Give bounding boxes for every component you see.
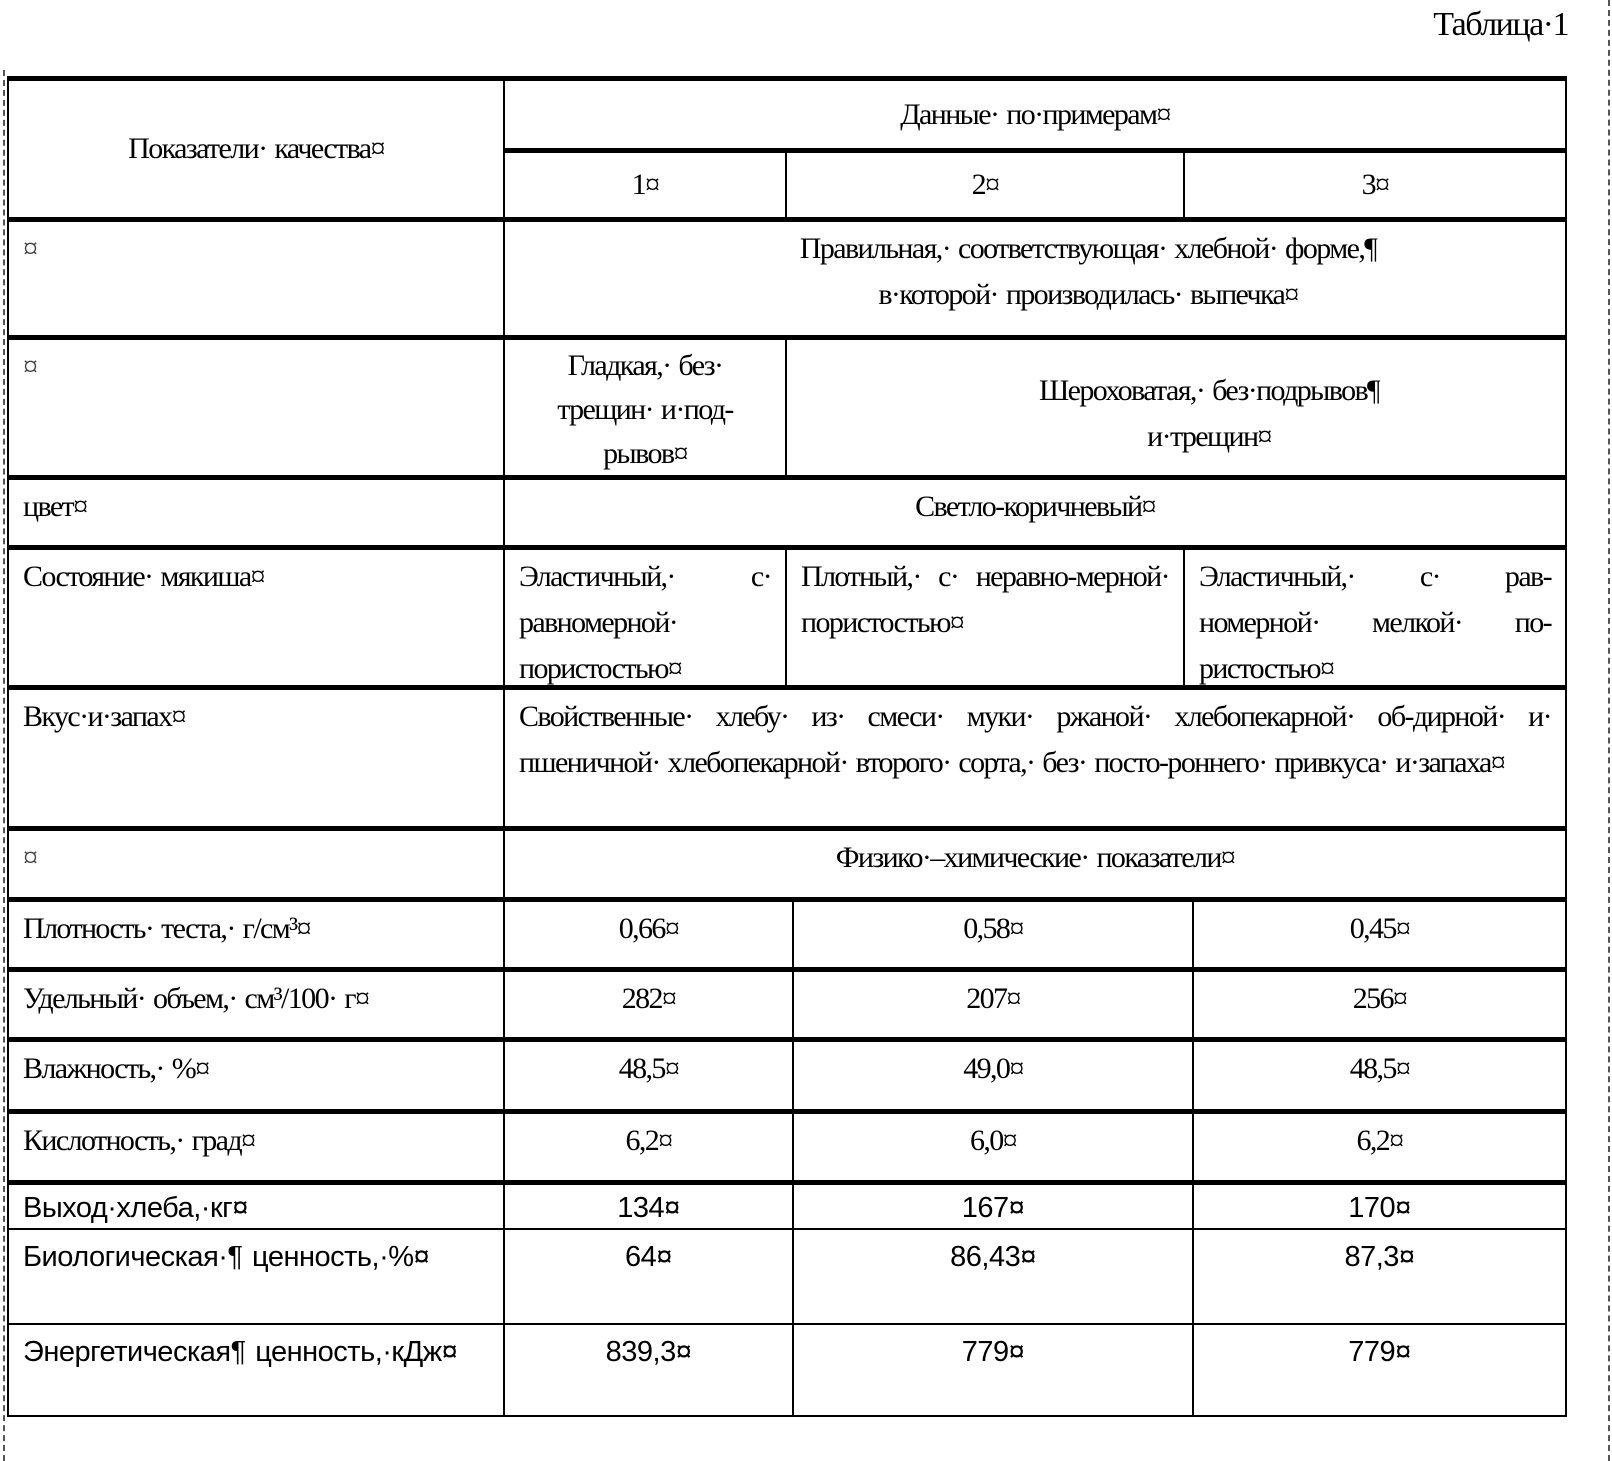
- data-row-value-2: 167¤: [792, 1180, 1194, 1230]
- header-col-1: 1¤: [503, 148, 787, 219]
- data-row-value-2: 86,43¤: [792, 1228, 1194, 1325]
- data-row-label: Плотность· теста,· г/см³¤: [7, 897, 505, 969]
- data-row-value-1: 0,66¤: [503, 897, 794, 969]
- data-row-value-3: 256¤: [1192, 967, 1567, 1039]
- header-examples: Данные· по·примерам¤: [503, 76, 1567, 150]
- data-row-label: Выход·хлеба,·кг¤: [7, 1180, 505, 1230]
- data-row-label: Энергетическая¶ ценность,·кДж¤: [7, 1323, 505, 1417]
- data-row-value-3: 87,3¤: [1192, 1228, 1567, 1325]
- shape-line-1: Правильная,· соответствующая· хлебной· форме,¶: [625, 226, 1551, 272]
- page-margin-right: [1608, 0, 1610, 1461]
- header-indicators: Показатели· качества¤: [7, 76, 505, 219]
- data-row-value-2: 779¤: [792, 1323, 1194, 1417]
- row-color-value: Светло-коричневый¤: [503, 475, 1567, 547]
- data-row-label: Удельный· объем,· см³/100· г¤: [7, 967, 505, 1039]
- data-row-value-2: 207¤: [792, 967, 1194, 1039]
- row-color-label: цвет¤: [7, 475, 505, 547]
- data-row-value-3: 170¤: [1192, 1180, 1567, 1230]
- data-row-value-2: 0,58¤: [792, 897, 1194, 969]
- row-surface-value-1: Гладкая,· без· трещин· и·под-рывов¤: [503, 335, 787, 477]
- shape-line-2: в·которой· производилась· выпечка¤: [625, 272, 1551, 318]
- row-taste-value: Свойственные· хлебу· из· смеси· муки· ржаной· хлебопекарной· об-дирной· и· пшеничной· хлебопекарной· второго· сорта,· без· посто-роннего· привкуса· и·запаха¤: [503, 685, 1567, 828]
- data-row-value-1: 48,5¤: [503, 1037, 794, 1111]
- surface-line-2: и·трещин¤: [867, 414, 1551, 460]
- data-row-label: Влажность,· %¤: [7, 1037, 505, 1111]
- data-row-value-3: 6,2¤: [1192, 1109, 1567, 1182]
- data-row-value-1: 134¤: [503, 1180, 794, 1230]
- data-row-value-1: 64¤: [503, 1228, 794, 1325]
- row-shape-label: ¤: [7, 217, 505, 337]
- data-row-value-3: 779¤: [1192, 1323, 1567, 1417]
- table-caption: Таблица·1: [1433, 6, 1568, 44]
- header-col-3: 3¤: [1183, 148, 1567, 219]
- header-col-2: 2¤: [785, 148, 1185, 219]
- row-taste-label: Вкус·и·запах¤: [7, 685, 505, 828]
- data-row-value-2: 49,0¤: [792, 1037, 1194, 1111]
- data-row-value-3: 0,45¤: [1192, 897, 1567, 969]
- data-row-value-1: 282¤: [503, 967, 794, 1039]
- data-row-label: Кислотность,· град¤: [7, 1109, 505, 1182]
- row-crumb-value-3: Эластичный,· с· рав-номерной· мелкой· по-ристостью¤: [1183, 545, 1567, 687]
- surface-line-1: Шероховатая,· без·подрывов¶: [867, 368, 1551, 414]
- row-crumb-value-2: Плотный,· с· неравно-мерной· пористостью¤: [785, 545, 1185, 687]
- row-surface-value-23: [785, 335, 1567, 477]
- row-crumb-value-1: Эластичный,· с· равномерной· пористостью¤: [503, 545, 787, 687]
- row-crumb-label: Состояние· мякиша¤: [7, 545, 505, 687]
- row-shape-value: [503, 217, 1567, 337]
- data-row-value-1: 6,2¤: [503, 1109, 794, 1182]
- data-row-value-2: 6,0¤: [792, 1109, 1194, 1182]
- row-surface-label: ¤: [7, 335, 505, 477]
- data-row-label: Биологическая·¶ ценность,·%¤: [7, 1228, 505, 1325]
- data-row-value-1: 839,3¤: [503, 1323, 794, 1417]
- data-row-value-3: 48,5¤: [1192, 1037, 1567, 1111]
- page-margin-left: [3, 70, 5, 1461]
- row-physchem-heading: Физико·–химические· показатели¤: [503, 826, 1567, 899]
- row-physchem-label: ¤: [7, 826, 505, 899]
